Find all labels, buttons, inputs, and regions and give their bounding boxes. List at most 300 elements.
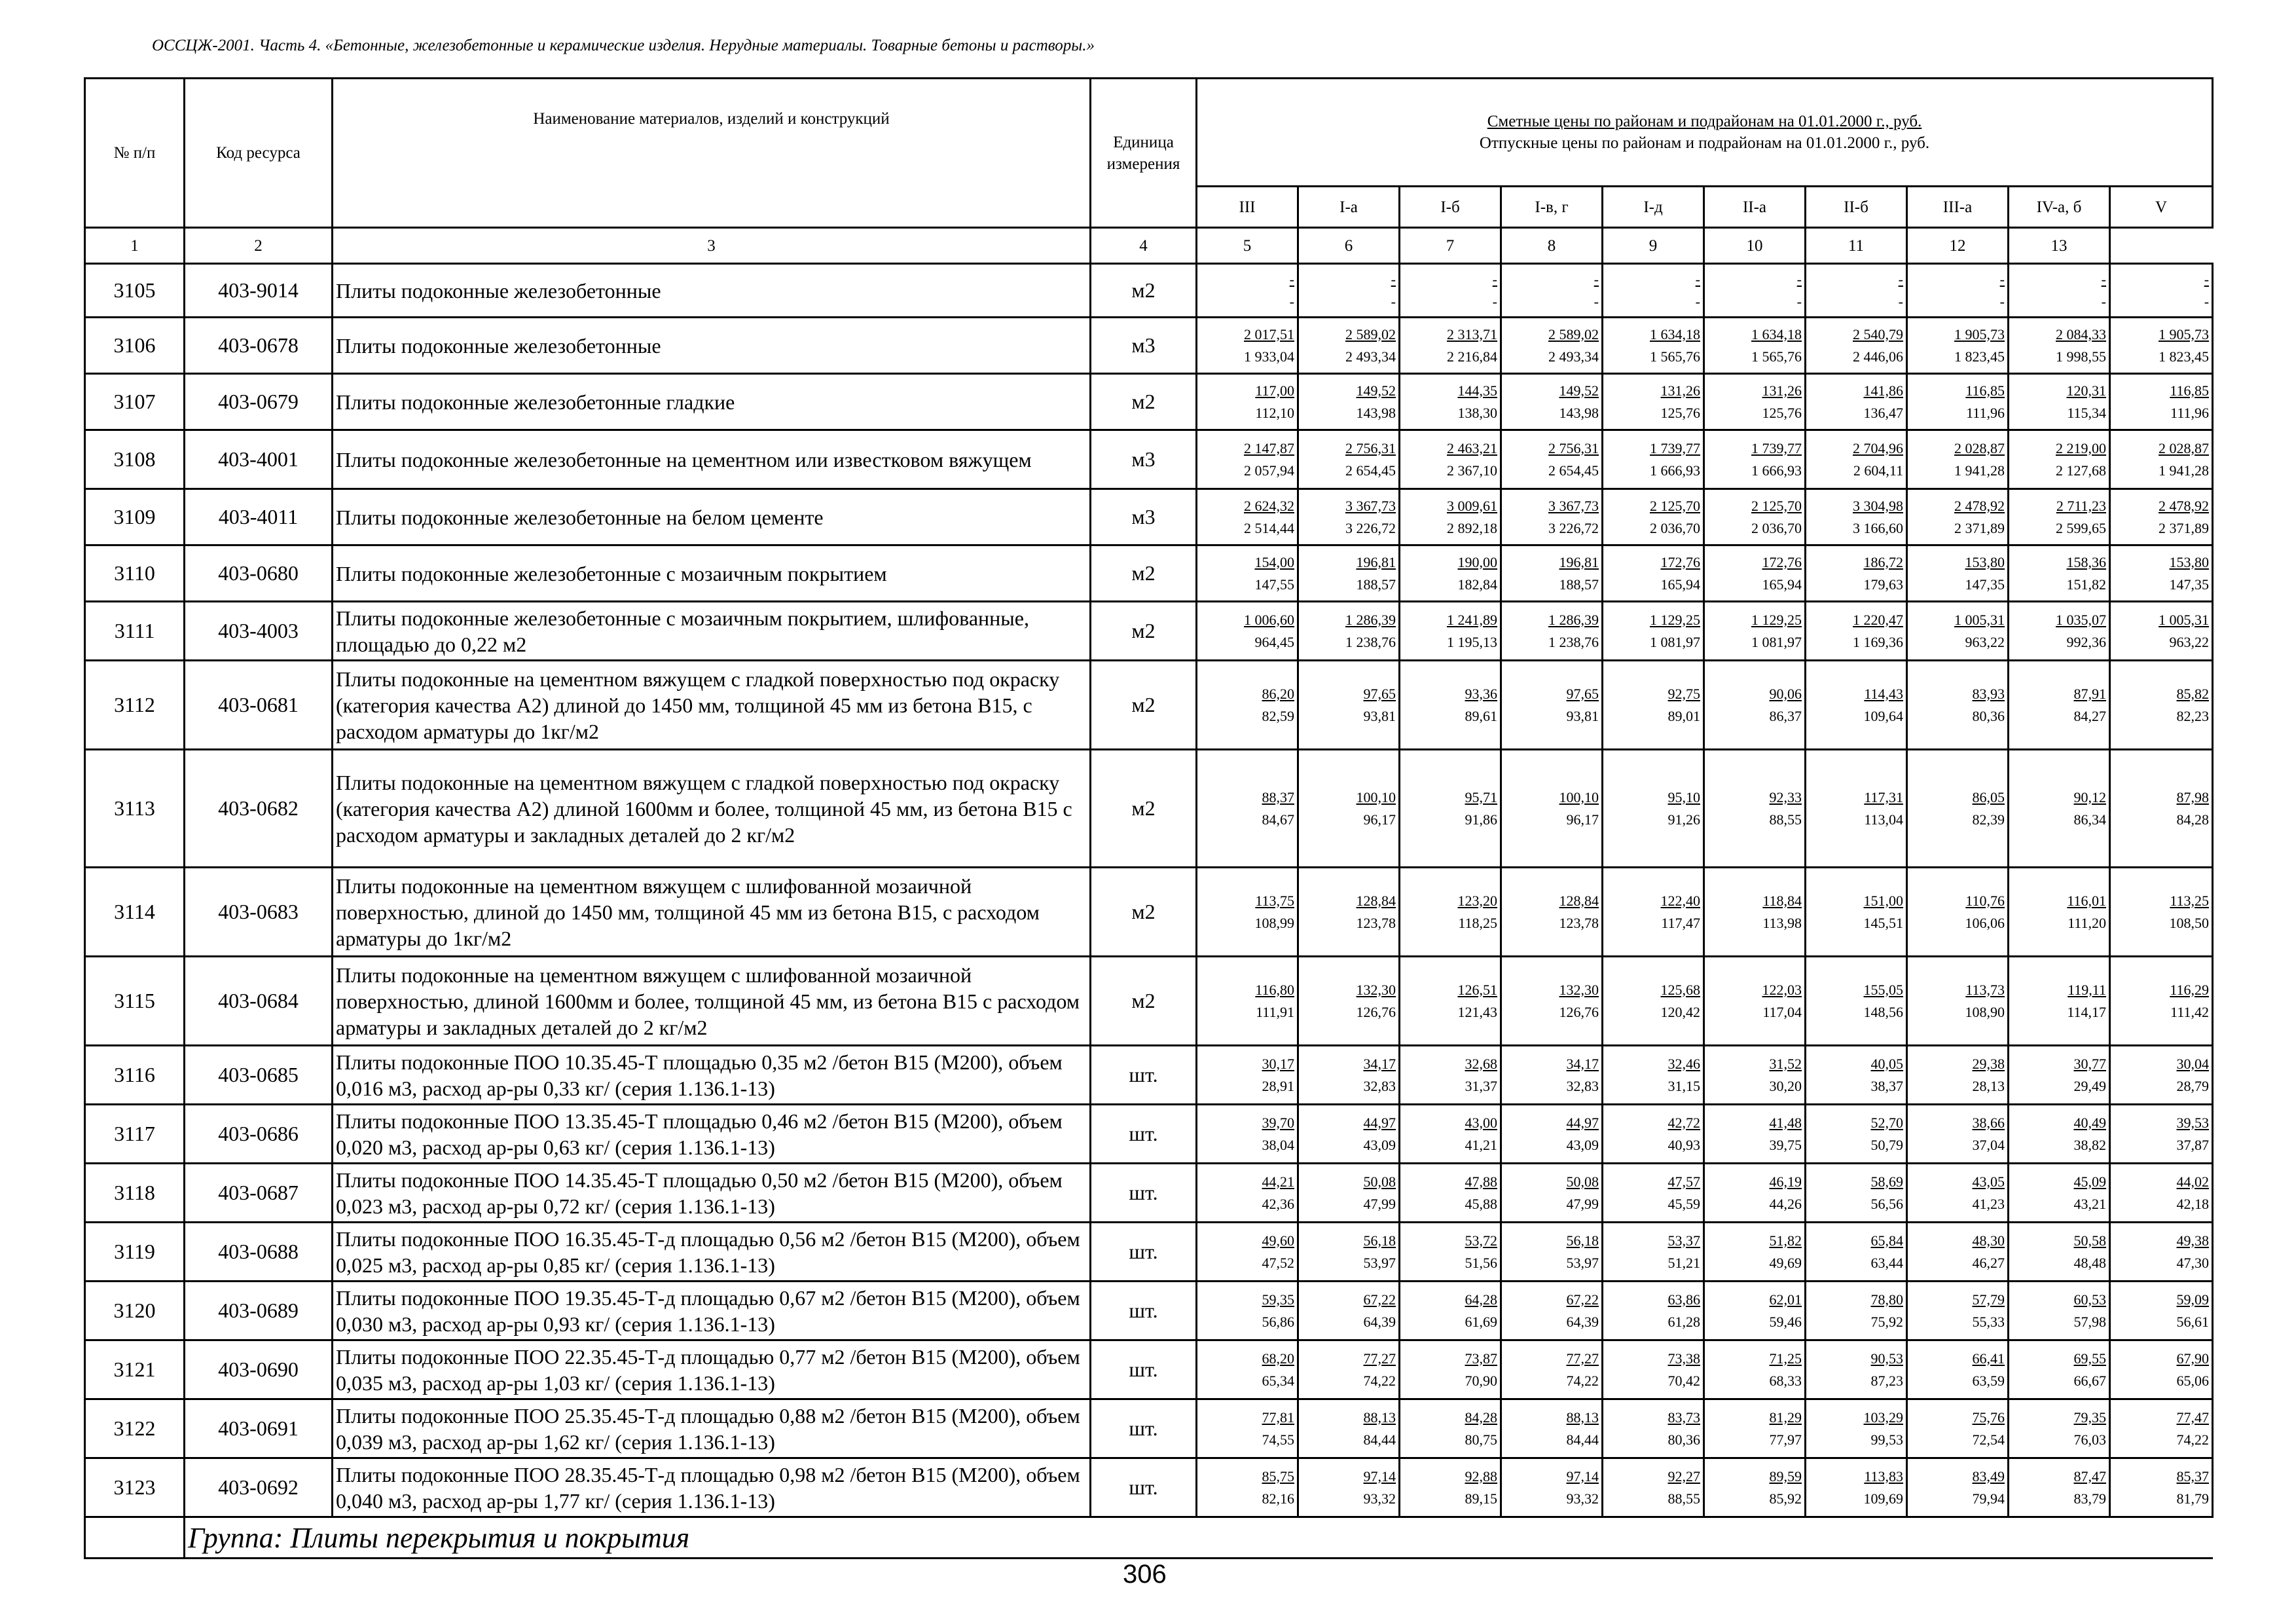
estimate-price: 29,38 <box>1972 1055 2005 1072</box>
release-price: 89,61 <box>1465 707 1497 724</box>
price-cell <box>1400 1046 1501 1105</box>
group-row-index-cell <box>85 1517 185 1559</box>
release-price: 38,82 <box>2073 1136 2106 1153</box>
column-number: 13 <box>2009 228 2110 264</box>
estimate-price: 2 084,33 <box>2056 325 2106 342</box>
release-price: 2 892,18 <box>1447 519 1497 536</box>
release-price: 64,39 <box>1363 1313 1396 1330</box>
estimate-price: - <box>1796 270 1802 287</box>
row-index: 3117 <box>85 1105 185 1164</box>
table-row <box>85 1282 2213 1340</box>
estimate-price: 113,83 <box>1864 1467 1903 1485</box>
price-cell <box>1298 430 1400 489</box>
column-number: 9 <box>1603 228 1704 264</box>
estimate-price: 3 304,98 <box>1853 497 1903 514</box>
price-cell <box>2009 1340 2110 1399</box>
estimate-price: 32,68 <box>1465 1055 1497 1072</box>
resource-code: 403-0689 <box>185 1282 333 1340</box>
release-price: 93,81 <box>1363 707 1396 724</box>
release-price: 3 166,60 <box>1853 519 1903 536</box>
estimate-price: 1 006,60 <box>1244 611 1294 628</box>
estimate-price: 2 028,87 <box>1954 439 2005 456</box>
price-cell <box>1197 545 1298 602</box>
release-price: 93,81 <box>1566 707 1599 724</box>
resource-code: 403-0688 <box>185 1223 333 1282</box>
estimate-price: 144,35 <box>1457 382 1497 399</box>
item-name: Плиты подоконные железобетонные <box>333 264 1091 318</box>
release-price: - <box>1594 293 1599 310</box>
price-cell <box>2009 1164 2110 1223</box>
estimate-price: 95,10 <box>1667 788 1700 805</box>
estimate-price: 49,38 <box>2176 1232 2210 1249</box>
estimate-price: 63,86 <box>1667 1291 1700 1308</box>
price-cell <box>1603 661 1704 750</box>
estimate-price: 62,01 <box>1769 1291 1802 1308</box>
price-table <box>84 77 2214 1559</box>
release-price: 112,10 <box>1255 404 1294 421</box>
estimate-price: 2 756,31 <box>1548 439 1599 456</box>
release-price: 115,34 <box>2067 404 2106 421</box>
release-price: 76,03 <box>2073 1431 2106 1448</box>
estimate-price: 30,77 <box>2073 1055 2106 1072</box>
release-price: 3 226,72 <box>1345 519 1396 536</box>
release-price: 51,21 <box>1667 1254 1700 1271</box>
price-cell <box>2009 750 2110 868</box>
price-cell <box>1197 1105 1298 1164</box>
unit: шт. <box>1091 1458 1197 1517</box>
price-cell <box>1704 750 1806 868</box>
release-price: 31,37 <box>1465 1077 1497 1094</box>
row-index: 3123 <box>85 1458 185 1517</box>
item-name: Плиты подоконные ПОО 14.35.45-Т площадью 0,50 м2 /бетон В15 (М200), объем 0,023 м3, расход ар-ры 0,72 кг/ (серия 1.136.1-13) <box>333 1164 1091 1223</box>
estimate-price: 65,84 <box>1870 1232 1903 1249</box>
estimate-price: 100,10 <box>1356 788 1396 805</box>
unit: шт. <box>1091 1282 1197 1340</box>
release-price: 47,99 <box>1363 1195 1396 1212</box>
price-cell <box>1704 1458 1806 1517</box>
estimate-price: 126,51 <box>1457 981 1497 998</box>
release-price: 80,36 <box>1972 707 2005 724</box>
price-cell <box>1197 750 1298 868</box>
release-price: 89,01 <box>1667 707 1700 724</box>
price-cell <box>1704 264 1806 318</box>
estimate-price: 186,72 <box>1863 553 1903 570</box>
release-price: 63,59 <box>1972 1372 2005 1389</box>
release-price: 99,53 <box>1870 1431 1903 1448</box>
estimate-price: - <box>1289 270 1294 287</box>
release-price: 29,49 <box>2073 1077 2106 1094</box>
table-body <box>85 264 2213 1559</box>
release-price: 47,30 <box>2176 1254 2210 1271</box>
price-cell <box>1501 661 1603 750</box>
row-index: 3111 <box>85 602 185 661</box>
estimate-price: - <box>2101 270 2106 287</box>
unit: шт. <box>1091 1223 1197 1282</box>
unit: шт. <box>1091 1105 1197 1164</box>
estimate-price: 110,76 <box>1965 892 2005 909</box>
release-price: 82,59 <box>1262 707 1294 724</box>
price-cell <box>1907 602 2009 661</box>
release-price: 48,48 <box>2073 1254 2106 1271</box>
release-price: 136,47 <box>1863 404 1903 421</box>
release-price: 1 941,28 <box>1954 462 2005 479</box>
release-price: 42,18 <box>2176 1195 2210 1212</box>
price-cell <box>1197 264 1298 318</box>
price-cell <box>2009 1046 2110 1105</box>
estimate-price: 1 905,73 <box>2159 325 2210 342</box>
release-price: 43,09 <box>1566 1136 1599 1153</box>
price-cell <box>1603 1458 1704 1517</box>
unit: шт. <box>1091 1340 1197 1399</box>
release-price: 96,17 <box>1566 811 1599 828</box>
price-cell <box>2009 661 2110 750</box>
release-price: 56,86 <box>1262 1313 1294 1330</box>
estimate-price: 113,25 <box>2170 892 2210 909</box>
estimate-price: 67,22 <box>1566 1291 1599 1308</box>
item-name: Плиты подоконные железобетонные гладкие <box>333 374 1091 430</box>
estimate-price: 97,14 <box>1566 1467 1599 1485</box>
estimate-price: 92,88 <box>1465 1467 1497 1485</box>
release-price: 123,78 <box>1356 914 1396 931</box>
estimate-price: 60,53 <box>2073 1291 2106 1308</box>
col-title-unit: Единица измерения <box>1091 79 1197 228</box>
estimate-price: 123,20 <box>1457 892 1497 909</box>
unit: шт. <box>1091 1399 1197 1458</box>
price-cell <box>2009 1223 2110 1282</box>
price-cell <box>1704 957 1806 1046</box>
release-price: 1 998,55 <box>2056 348 2106 365</box>
estimate-price: 85,75 <box>1262 1467 1294 1485</box>
price-cell <box>1603 1105 1704 1164</box>
column-number: 6 <box>1298 228 1400 264</box>
estimate-price: 38,66 <box>1972 1114 2005 1131</box>
price-cell <box>1907 661 2009 750</box>
resource-code: 403-0687 <box>185 1164 333 1223</box>
price-cell <box>1907 957 2009 1046</box>
price-cell <box>1197 1164 1298 1223</box>
release-price: 53,97 <box>1566 1254 1599 1271</box>
price-cell <box>2110 545 2213 602</box>
estimate-price: 41,48 <box>1769 1114 1802 1131</box>
price-cell <box>1806 318 1907 374</box>
release-price: 2 057,94 <box>1244 462 1294 479</box>
release-price: 96,17 <box>1363 811 1396 828</box>
price-cell <box>2110 489 2213 545</box>
price-cell <box>1298 1458 1400 1517</box>
release-price: 37,87 <box>2176 1136 2210 1153</box>
price-cell <box>1197 1399 1298 1458</box>
estimate-price: 77,27 <box>1566 1350 1599 1367</box>
release-price: 1 081,97 <box>1650 633 1700 650</box>
estimate-price: 40,49 <box>2073 1114 2106 1131</box>
price-cell <box>1704 868 1806 957</box>
estimate-price: 90,06 <box>1769 685 1802 702</box>
estimate-price: 77,81 <box>1262 1409 1294 1426</box>
release-price: 117,04 <box>1762 1003 1802 1020</box>
release-price: 1 238,76 <box>1345 633 1396 650</box>
release-price: 2 514,44 <box>1244 519 1294 536</box>
unit: м2 <box>1091 374 1197 430</box>
price-cell <box>1197 374 1298 430</box>
price-cell <box>1704 545 1806 602</box>
estimate-price: 67,90 <box>2176 1350 2210 1367</box>
release-price: 32,83 <box>1566 1077 1599 1094</box>
unit: м2 <box>1091 750 1197 868</box>
estimate-price: 172,76 <box>1660 553 1700 570</box>
price-cell <box>1298 957 1400 1046</box>
estimate-price: 2 589,02 <box>1345 325 1396 342</box>
table-row <box>85 1458 2213 1517</box>
estimate-price: - <box>1391 270 1396 287</box>
prices-title-smeta: Сметные цены по районам и подрайонам на 01.01.2000 г., руб. <box>1487 113 1922 130</box>
estimate-price: 87,91 <box>2073 685 2106 702</box>
price-cell <box>1501 489 1603 545</box>
column-number: 3 <box>333 228 1091 264</box>
price-cell <box>1704 430 1806 489</box>
price-cell <box>1501 1399 1603 1458</box>
price-cell <box>1704 318 1806 374</box>
price-cell <box>1400 430 1501 489</box>
resource-code: 403-0684 <box>185 957 333 1046</box>
header-row-column-numbers <box>85 228 2213 264</box>
price-cell <box>1907 489 2009 545</box>
price-cell <box>1907 1399 2009 1458</box>
release-price: 65,06 <box>2176 1372 2210 1389</box>
release-price: 80,75 <box>1465 1431 1497 1448</box>
release-price: 113,98 <box>1762 914 1802 931</box>
group-title: Группа: Плиты перекрытия и покрытия <box>185 1517 2213 1559</box>
estimate-price: 47,57 <box>1667 1173 1700 1190</box>
release-price: 109,64 <box>1863 707 1903 724</box>
release-price: 85,92 <box>1769 1490 1802 1507</box>
estimate-price: 78,80 <box>1870 1291 1903 1308</box>
release-price: 41,21 <box>1465 1136 1497 1153</box>
release-price: 55,33 <box>1972 1313 2005 1330</box>
unit: м3 <box>1091 489 1197 545</box>
price-cell <box>1298 1340 1400 1399</box>
estimate-price: 118,84 <box>1762 892 1802 909</box>
release-price: 43,21 <box>2073 1195 2106 1212</box>
estimate-price: 92,27 <box>1667 1467 1700 1485</box>
estimate-price: 149,52 <box>1559 382 1599 399</box>
release-price: 143,98 <box>1559 404 1599 421</box>
col-title-code: Код ресурса <box>185 79 333 228</box>
estimate-price: 50,08 <box>1566 1173 1599 1190</box>
estimate-price: 97,14 <box>1363 1467 1396 1485</box>
price-cell <box>1907 750 2009 868</box>
row-index: 3122 <box>85 1399 185 1458</box>
price-cell <box>1806 602 1907 661</box>
price-cell <box>1806 1340 1907 1399</box>
price-cell <box>1603 750 1704 868</box>
release-price: 56,56 <box>1870 1195 1903 1212</box>
estimate-price: 116,85 <box>1965 382 2005 399</box>
estimate-price: 1 286,39 <box>1345 611 1396 628</box>
price-cell <box>1806 750 1907 868</box>
resource-code: 403-0685 <box>185 1046 333 1105</box>
price-cell <box>2110 430 2213 489</box>
estimate-price: 95,71 <box>1465 788 1497 805</box>
price-cell <box>1806 1458 1907 1517</box>
price-cell <box>2110 1046 2213 1105</box>
price-cell <box>1400 957 1501 1046</box>
release-price: - <box>2204 293 2210 310</box>
price-cell <box>1400 264 1501 318</box>
release-price: - <box>1796 293 1802 310</box>
release-price: 111,96 <box>2170 404 2210 421</box>
resource-code: 403-0686 <box>185 1105 333 1164</box>
price-cell <box>2110 1223 2213 1282</box>
table-row <box>85 1399 2213 1458</box>
estimate-price: 44,97 <box>1363 1114 1396 1131</box>
row-index: 3113 <box>85 750 185 868</box>
price-cell <box>1400 374 1501 430</box>
price-cell <box>1806 957 1907 1046</box>
item-name: Плиты подоконные ПОО 22.35.45-Т-д площадью 0,77 м2 /бетон В15 (М200), объем 0,035 м3, расход ар-ры 1,03 кг/ (серия 1.136.1-13) <box>333 1340 1091 1399</box>
price-cell <box>1400 661 1501 750</box>
price-cell <box>1907 318 2009 374</box>
release-price: 2 654,45 <box>1548 462 1599 479</box>
table-row <box>85 545 2213 602</box>
price-cell <box>1806 1223 1907 1282</box>
estimate-price: 90,53 <box>1870 1350 1903 1367</box>
estimate-price: 50,58 <box>2073 1232 2106 1249</box>
release-price: 44,26 <box>1769 1195 1802 1212</box>
release-price: 2 127,68 <box>2056 462 2106 479</box>
estimate-price: 31,52 <box>1769 1055 1802 1072</box>
price-cell <box>1298 661 1400 750</box>
release-price: 93,32 <box>1363 1490 1396 1507</box>
item-name: Плиты подоконные ПОО 28.35.45-Т-д площадью 0,98 м2 /бетон В15 (М200), объем 0,040 м3, расход ар-ры 1,77 кг/ (серия 1.136.1-13) <box>333 1458 1091 1517</box>
item-name: Плиты подоконные на цементном вяжущем с шлифованной мозаичной поверхностью, длиной 1600мм и более, толщиной 45 мм, из бетона В15 с расходом арматуры и закладных деталей до 2 кг/м2 <box>333 957 1091 1046</box>
estimate-price: 196,81 <box>1356 553 1396 570</box>
item-name: Плиты подоконные на цементном вяжущем с гладкой поверхностью под окраску (категория качества А2) длиной до 1450 мм, толщиной 45 мм из бетона В15, с расходом арматуры до 1кг/м2 <box>333 661 1091 750</box>
price-cell <box>1298 602 1400 661</box>
row-index: 3118 <box>85 1164 185 1223</box>
release-price: 63,44 <box>1870 1254 1903 1271</box>
price-cell <box>1907 430 2009 489</box>
price-cell <box>1298 868 1400 957</box>
release-price: 2 654,45 <box>1345 462 1396 479</box>
column-number: 5 <box>1197 228 1298 264</box>
release-price: 39,75 <box>1769 1136 1802 1153</box>
estimate-price: 90,12 <box>2073 788 2106 805</box>
column-number: 10 <box>1704 228 1806 264</box>
resource-code: 403-4001 <box>185 430 333 489</box>
column-number: 12 <box>1907 228 2009 264</box>
price-cell <box>1704 1282 1806 1340</box>
estimate-price: 53,37 <box>1667 1232 1700 1249</box>
price-cell <box>2110 318 2213 374</box>
unit: м2 <box>1091 602 1197 661</box>
estimate-price: - <box>2204 270 2210 287</box>
price-cell <box>1806 868 1907 957</box>
release-price: 65,34 <box>1262 1372 1294 1389</box>
release-price: 74,22 <box>1566 1372 1599 1389</box>
price-cell <box>2110 1399 2213 1458</box>
release-price: - <box>1898 293 1903 310</box>
estimate-price: 2 704,96 <box>1853 439 1903 456</box>
release-price: 1 081,97 <box>1751 633 1802 650</box>
row-index: 3121 <box>85 1340 185 1399</box>
estimate-price: 34,17 <box>1566 1055 1599 1072</box>
price-cell <box>1298 1046 1400 1105</box>
estimate-price: - <box>1594 270 1599 287</box>
release-price: 49,69 <box>1769 1254 1802 1271</box>
release-price: 84,28 <box>2176 811 2210 828</box>
estimate-price: - <box>1999 270 2005 287</box>
resource-code: 403-0692 <box>185 1458 333 1517</box>
release-price: 51,56 <box>1465 1254 1497 1271</box>
price-cell <box>1501 1164 1603 1223</box>
price-cell <box>2009 1282 2110 1340</box>
price-cell <box>1400 1164 1501 1223</box>
release-price: 165,94 <box>1660 576 1700 593</box>
estimate-price: 132,30 <box>1356 981 1396 998</box>
col-title-prices <box>1197 79 2213 187</box>
price-cell <box>2110 1282 2213 1340</box>
price-cell <box>1501 1458 1603 1517</box>
release-price: 74,22 <box>2176 1431 2210 1448</box>
price-cell <box>1501 1046 1603 1105</box>
estimate-price: 122,40 <box>1660 892 1700 909</box>
price-cell <box>1603 1164 1704 1223</box>
estimate-price: 116,01 <box>2067 892 2106 909</box>
release-price: 61,69 <box>1465 1313 1497 1330</box>
release-price: 117,47 <box>1661 914 1700 931</box>
release-price: 125,76 <box>1660 404 1700 421</box>
price-cell <box>1298 374 1400 430</box>
release-price: 2 599,65 <box>2056 519 2106 536</box>
row-index: 3112 <box>85 661 185 750</box>
release-price: 188,57 <box>1559 576 1599 593</box>
item-name: Плиты подоконные ПОО 10.35.45-Т площадью 0,35 м2 /бетон В15 (М200), объем 0,016 м3, расход ар-ры 0,33 кг/ (серия 1.136.1-13) <box>333 1046 1091 1105</box>
price-cell <box>2009 489 2110 545</box>
row-index: 3115 <box>85 957 185 1046</box>
column-number: 8 <box>1501 228 1603 264</box>
estimate-price: 2 478,92 <box>1954 497 2005 514</box>
table-row <box>85 1223 2213 1282</box>
resource-code: 403-4011 <box>185 489 333 545</box>
release-price: 93,32 <box>1566 1490 1599 1507</box>
release-price: 91,26 <box>1667 811 1700 828</box>
price-cell <box>1400 489 1501 545</box>
column-number: 4 <box>1091 228 1197 264</box>
release-price: 121,43 <box>1457 1003 1497 1020</box>
price-cell <box>2009 1105 2110 1164</box>
release-price: 32,83 <box>1363 1077 1396 1094</box>
column-number: 2 <box>185 228 333 264</box>
estimate-price: 128,84 <box>1356 892 1396 909</box>
estimate-price: 131,26 <box>1660 382 1700 399</box>
price-cell <box>1298 318 1400 374</box>
group-row <box>85 1517 2213 1559</box>
row-index: 3116 <box>85 1046 185 1105</box>
item-name: Плиты подоконные ПОО 19.35.45-Т-д площадью 0,67 м2 /бетон В15 (М200), объем 0,030 м3, расход ар-ры 0,93 кг/ (серия 1.136.1-13) <box>333 1282 1091 1340</box>
release-price: 109,69 <box>1863 1490 1903 1507</box>
price-cell <box>1806 489 1907 545</box>
release-price: 106,06 <box>1965 914 2005 931</box>
resource-code: 403-0683 <box>185 868 333 957</box>
release-price: 84,44 <box>1363 1431 1396 1448</box>
estimate-price: 75,76 <box>1972 1409 2005 1426</box>
resource-code: 403-0690 <box>185 1340 333 1399</box>
estimate-price: 1 286,39 <box>1548 611 1599 628</box>
estimate-price: 89,59 <box>1769 1467 1802 1485</box>
price-cell <box>1704 1399 1806 1458</box>
price-cell <box>1298 1223 1400 1282</box>
estimate-price: 153,80 <box>1965 553 2005 570</box>
